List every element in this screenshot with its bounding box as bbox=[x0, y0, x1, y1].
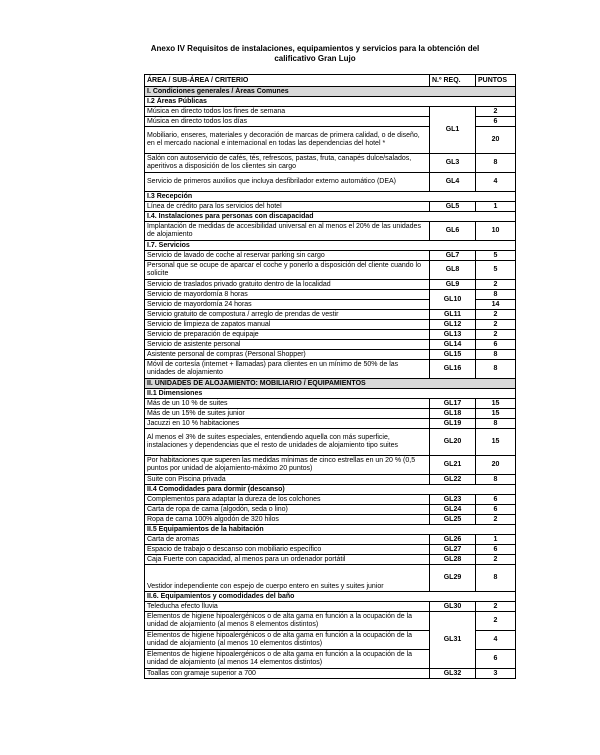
subsection-row bbox=[145, 241, 516, 251]
header-points: PUNTOS bbox=[476, 75, 516, 87]
title-line-1: Anexo IV Requisitos de instalaciones, equipamientos y servicios para la obtención del bbox=[150, 44, 480, 53]
table-row bbox=[145, 107, 516, 117]
criterion-text: Música en directo todos los días bbox=[145, 117, 430, 127]
requirement-code: GL15 bbox=[430, 350, 476, 360]
points-value: 2 bbox=[476, 612, 516, 631]
criterion-text: Carta de ropa de cama (algodón, seda o lino) bbox=[145, 505, 430, 515]
subsection-title: I.4. Instalaciones para personas con discapacidad bbox=[145, 212, 516, 222]
requirement-code: GL21 bbox=[430, 456, 476, 475]
criterion-text: Personal que se ocupe de aparcar el coche y ponerlo a disposición del cliente cuando lo solicite bbox=[145, 261, 430, 280]
requirement-code: GL22 bbox=[430, 475, 476, 485]
points-value: 2 bbox=[476, 602, 516, 612]
table-row bbox=[145, 320, 516, 330]
requirement-code: GL24 bbox=[430, 505, 476, 515]
requirements-table bbox=[144, 74, 516, 679]
subsection-row bbox=[145, 212, 516, 222]
criterion-text: Suite con Piscina privada bbox=[145, 475, 430, 485]
subsection-title: II.4 Comodidades para dormir (descanso) bbox=[145, 485, 516, 495]
subsection-row bbox=[145, 192, 516, 202]
requirement-code: GL29 bbox=[430, 565, 476, 592]
table-row bbox=[145, 350, 516, 360]
requirement-code: GL30 bbox=[430, 602, 476, 612]
criterion-text: Teleducha efecto lluvia bbox=[145, 602, 430, 612]
criterion-text: Servicio de mayordomía 8 horas bbox=[145, 290, 430, 300]
points-value: 2 bbox=[476, 330, 516, 340]
table-row bbox=[145, 495, 516, 505]
section-title: II. UNIDADES DE ALOJAMIENTO: MOBILIARIO / EQUIPAMIENTOS bbox=[145, 379, 516, 389]
points-value: 6 bbox=[476, 117, 516, 127]
points-value: 2 bbox=[476, 320, 516, 330]
points-value: 2 bbox=[476, 515, 516, 525]
requirement-code: GL3 bbox=[430, 154, 476, 173]
points-value: 6 bbox=[476, 340, 516, 350]
requirement-code: GL23 bbox=[430, 495, 476, 505]
requirement-code: GL28 bbox=[430, 555, 476, 565]
subsection-row bbox=[145, 525, 516, 535]
criterion-text: Complementos para adaptar la dureza de los colchones bbox=[145, 495, 430, 505]
points-value: 6 bbox=[476, 495, 516, 505]
requirement-code: GL11 bbox=[430, 310, 476, 320]
criterion-text: Elementos de higiene hipoalergénicos o de alta gama en función a la ocupación de la unidad de alojamiento (al menos 14 elementos distintos) bbox=[145, 650, 430, 669]
criterion-text: Asistente personal de compras (Personal Shopper) bbox=[145, 350, 430, 360]
title-line-2: calificativo Gran Lujo bbox=[274, 54, 356, 63]
table-row bbox=[145, 173, 516, 192]
criterion-text: Elementos de higiene hipoalergénicos o de alta gama en función a la ocupación de la unidad de alojamiento (al menos 10 elementos distintos) bbox=[145, 631, 430, 650]
table-row bbox=[145, 515, 516, 525]
document-title bbox=[120, 44, 510, 64]
requirement-code: GL25 bbox=[430, 515, 476, 525]
requirement-code: GL19 bbox=[430, 419, 476, 429]
requirement-code: GL27 bbox=[430, 545, 476, 555]
requirement-code: GL7 bbox=[430, 251, 476, 261]
criterion-text: Por habitaciones que superen las medidas mínimas de cinco estrellas en un 20 % (0,5 puntos por unidad de alojamiento-máximo 20 puntos) bbox=[145, 456, 430, 475]
criterion-text: Jacuzzi en 10 % habitaciones bbox=[145, 419, 430, 429]
criterion-text: Servicio de limpieza de zapatos manual bbox=[145, 320, 430, 330]
criterion-text: Más de un 10 % de suites bbox=[145, 399, 430, 409]
points-value: 15 bbox=[476, 429, 516, 456]
header-area: ÁREA / SUB-ÁREA / CRITERIO bbox=[145, 75, 430, 87]
points-value: 5 bbox=[476, 251, 516, 261]
table-row bbox=[145, 222, 516, 241]
subsection-title: I.3 Recepción bbox=[145, 192, 516, 202]
requirement-code: GL16 bbox=[430, 360, 476, 379]
criterion-text: Servicio de primeros auxilios que incluya desfibrilador externo automático (DEA) bbox=[145, 173, 430, 192]
points-value: 10 bbox=[476, 222, 516, 241]
criterion-text: Servicio de traslados privado gratuito dentro de la localidad bbox=[145, 280, 430, 290]
table-row bbox=[145, 545, 516, 555]
table-row bbox=[145, 669, 516, 679]
requirement-code: GL12 bbox=[430, 320, 476, 330]
points-value: 1 bbox=[476, 535, 516, 545]
criterion-text: Móvil de cortesía (internet + llamadas) para clientes en un mínimo de 50% de las unidades de alojamiento bbox=[145, 360, 430, 379]
subsection-title: II.1 Dimensiones bbox=[145, 389, 516, 399]
table-row bbox=[145, 310, 516, 320]
requirement-code: GL6 bbox=[430, 222, 476, 241]
points-value: 1 bbox=[476, 202, 516, 212]
criterion-text: Servicio de mayordomía 24 horas bbox=[145, 300, 430, 310]
requirement-code: GL26 bbox=[430, 535, 476, 545]
points-value: 2 bbox=[476, 107, 516, 117]
requirement-code: GL32 bbox=[430, 669, 476, 679]
table-row bbox=[145, 280, 516, 290]
points-value: 5 bbox=[476, 261, 516, 280]
points-value: 4 bbox=[476, 173, 516, 192]
criterion-text: Salón con autoservicio de cafés, tés, refrescos, pastas, fruta, canapés dulce/salados, aperitivos a disposición de los clientes sin cargo bbox=[145, 154, 430, 173]
table-row bbox=[145, 475, 516, 485]
criterion-text: Espacio de trabajo o descanso con mobiliario específico bbox=[145, 545, 430, 555]
requirement-code: GL17 bbox=[430, 399, 476, 409]
points-value: 3 bbox=[476, 669, 516, 679]
table-row bbox=[145, 419, 516, 429]
section-title: I. Condiciones generales / Áreas Comunes bbox=[145, 87, 516, 97]
criterion-text: Toallas con gramaje superior a 700 bbox=[145, 669, 430, 679]
table-row bbox=[145, 360, 516, 379]
table-row bbox=[145, 290, 516, 300]
criterion-text: Vestidor independiente con espejo de cuerpo entero en suites y suites junior bbox=[145, 565, 430, 592]
table-row bbox=[145, 399, 516, 409]
requirement-code: GL10 bbox=[430, 290, 476, 310]
subsection-title: I.2 Áreas Públicas bbox=[145, 97, 516, 107]
requirement-code: GL5 bbox=[430, 202, 476, 212]
table-row bbox=[145, 429, 516, 456]
criterion-text: Al menos el 3% de suites especiales, entendiendo aquella con más superficie, instalaciones y dependencias que el resto de unidades de alojamiento tipo suites bbox=[145, 429, 430, 456]
points-value: 8 bbox=[476, 360, 516, 379]
table-row bbox=[145, 456, 516, 475]
table-row bbox=[145, 330, 516, 340]
table-row bbox=[145, 602, 516, 612]
table-row bbox=[145, 565, 516, 592]
table-row bbox=[145, 154, 516, 173]
points-value: 2 bbox=[476, 555, 516, 565]
points-value: 8 bbox=[476, 290, 516, 300]
criterion-text: Carta de aromas bbox=[145, 535, 430, 545]
points-value: 8 bbox=[476, 565, 516, 592]
requirement-code: GL20 bbox=[430, 429, 476, 456]
criterion-text: Servicio de lavado de coche al reservar parking sin cargo bbox=[145, 251, 430, 261]
table-row bbox=[145, 555, 516, 565]
points-value: 8 bbox=[476, 350, 516, 360]
subsection-title: II.5 Equipamientos de la habitación bbox=[145, 525, 516, 535]
criterion-text: Ropa de cama 100% algodón de 320 hilos bbox=[145, 515, 430, 525]
criterion-text: Elementos de higiene hipoalergénicos o de alta gama en función a la ocupación de la unidad de alojamiento (al menos 8 elementos distintos) bbox=[145, 612, 430, 631]
criterion-text: Más de un 15% de suites junior bbox=[145, 409, 430, 419]
criterion-text: Música en directo todos los fines de semana bbox=[145, 107, 430, 117]
requirement-code: GL4 bbox=[430, 173, 476, 192]
table-row bbox=[145, 202, 516, 212]
subsection-title: II.6. Equipamientos y comodidades del baño bbox=[145, 592, 516, 602]
requirement-code: GL13 bbox=[430, 330, 476, 340]
points-value: 8 bbox=[476, 475, 516, 485]
table-row bbox=[145, 409, 516, 419]
criterion-text: Caja Fuerte con capacidad, al menos para un ordenador portátil bbox=[145, 555, 430, 565]
points-value: 8 bbox=[476, 154, 516, 173]
subsection-row bbox=[145, 485, 516, 495]
section-row bbox=[145, 379, 516, 389]
points-value: 14 bbox=[476, 300, 516, 310]
table-body bbox=[145, 87, 516, 679]
criterion-text: Implantación de medidas de accesibilidad universal en al menos el 20% de las unidades de alojamiento bbox=[145, 222, 430, 241]
points-value: 6 bbox=[476, 545, 516, 555]
subsection-row bbox=[145, 592, 516, 602]
subsection-row bbox=[145, 97, 516, 107]
requirement-code: GL9 bbox=[430, 280, 476, 290]
requirement-code: GL18 bbox=[430, 409, 476, 419]
requirement-code: GL1 bbox=[430, 107, 476, 154]
subsection-title: I.7. Servicios bbox=[145, 241, 516, 251]
table-row bbox=[145, 261, 516, 280]
subsection-row bbox=[145, 389, 516, 399]
points-value: 15 bbox=[476, 409, 516, 419]
points-value: 2 bbox=[476, 280, 516, 290]
points-value: 6 bbox=[476, 650, 516, 669]
requirement-code: GL31 bbox=[430, 612, 476, 669]
requirement-code: GL14 bbox=[430, 340, 476, 350]
points-value: 8 bbox=[476, 419, 516, 429]
table-row bbox=[145, 251, 516, 261]
criterion-text: Servicio de asistente personal bbox=[145, 340, 430, 350]
section-row bbox=[145, 87, 516, 97]
points-value: 6 bbox=[476, 505, 516, 515]
criterion-text: Mobiliario, enseres, materiales y decoración de marcas de primera calidad, o de diseño, en el mercado nacional e internacional en todas las dependencias del hotel * bbox=[145, 127, 430, 154]
points-value: 4 bbox=[476, 631, 516, 650]
table-header-row bbox=[145, 75, 516, 87]
criterion-text: Línea de crédito para los servicios del hotel bbox=[145, 202, 430, 212]
criterion-text: Servicio gratuito de compostura / arreglo de prendas de vestir bbox=[145, 310, 430, 320]
points-value: 2 bbox=[476, 310, 516, 320]
header-req-number: N.º REQ. bbox=[430, 75, 476, 87]
criterion-text: Servicio de preparación de equipaje bbox=[145, 330, 430, 340]
table-row bbox=[145, 340, 516, 350]
points-value: 20 bbox=[476, 456, 516, 475]
table-row bbox=[145, 612, 516, 631]
table-row bbox=[145, 535, 516, 545]
requirement-code: GL8 bbox=[430, 261, 476, 280]
points-value: 15 bbox=[476, 399, 516, 409]
points-value: 20 bbox=[476, 127, 516, 154]
table-row bbox=[145, 505, 516, 515]
